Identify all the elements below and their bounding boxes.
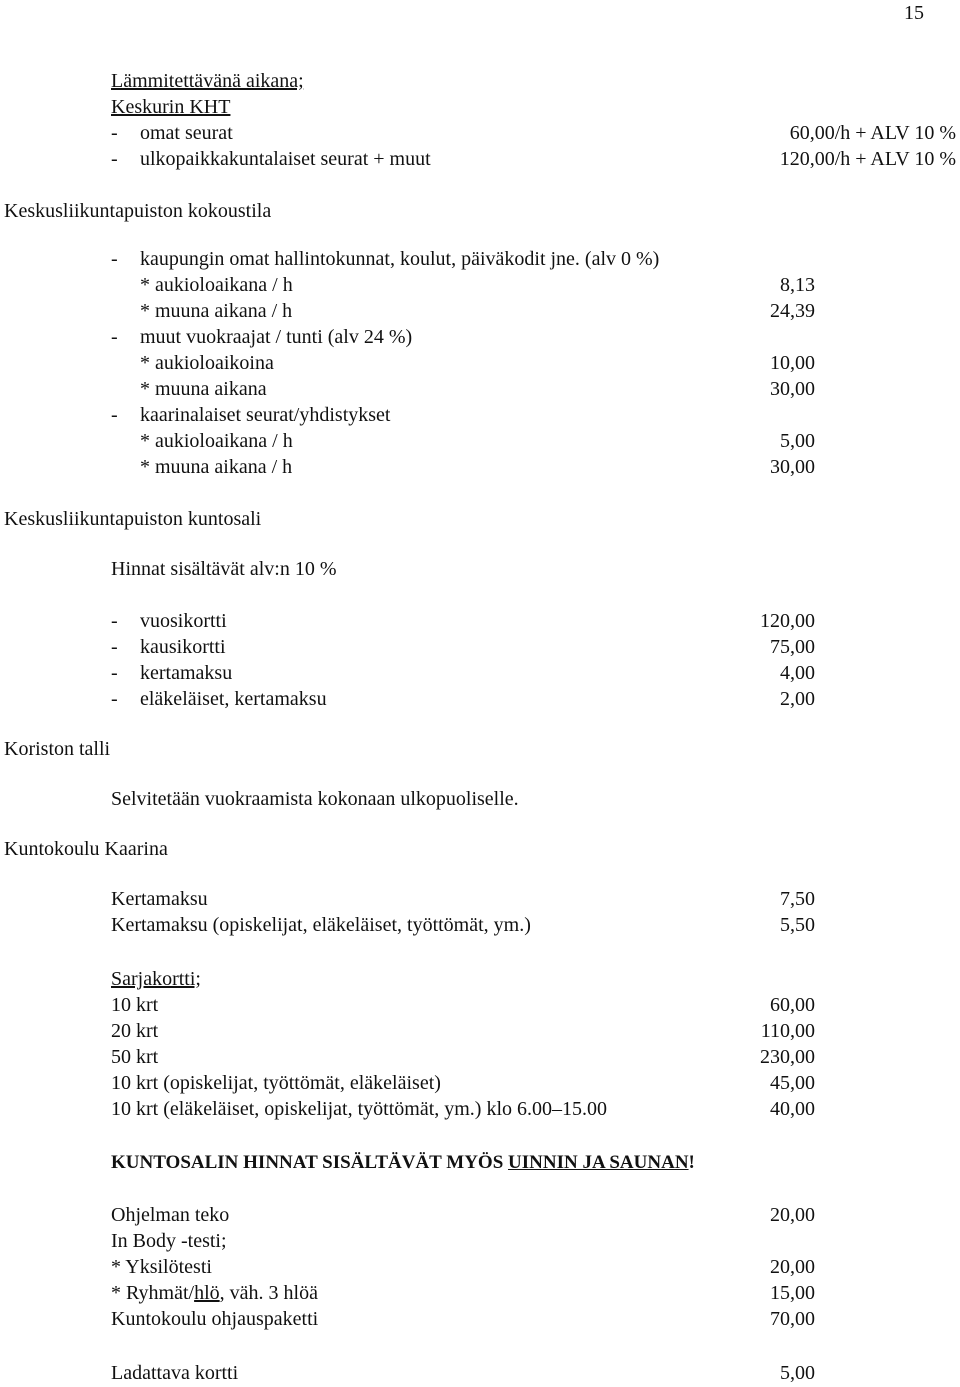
price-value: 2,00 <box>780 688 815 710</box>
price-label: * muuna aikana / h <box>140 300 293 322</box>
heating-heading: Lämmitettävänä aikana; <box>111 70 304 92</box>
price-label: * muuna aikana <box>140 378 267 400</box>
price-label: 50 krt <box>111 1046 159 1068</box>
price-label: vuosikortti <box>140 610 227 632</box>
list-dash: - <box>111 148 118 170</box>
price-value: 75,00 <box>770 636 815 658</box>
label-part: , väh. 3 hlöä <box>219 1282 318 1304</box>
price-value: 24,39 <box>770 300 815 322</box>
price-value: 60,00/h + ALV 10 % <box>789 122 956 144</box>
price-label: 10 krt (eläkeläiset, opiskelijat, työttömät, ym.) klo 6.00–15.00 <box>111 1098 608 1120</box>
price-value: 120,00/h + ALV 10 % <box>779 148 956 170</box>
notice <box>111 1150 695 1176</box>
label-part: * Ryhmät/ <box>111 1282 195 1304</box>
price-label: kertamaksu <box>140 662 233 684</box>
price-value: 4,00 <box>780 662 815 684</box>
price-label: eläkeläiset, kertamaksu <box>140 688 327 710</box>
stable-note: Selvitetään vuokraamista kokonaan ulkopuoliselle. <box>111 788 519 810</box>
list-dash: - <box>111 404 118 426</box>
notice-underlined: UINNIN JA SAUNAN <box>508 1152 689 1173</box>
section-title-stable: Koriston talli <box>4 738 111 760</box>
price-value: 45,00 <box>770 1072 815 1094</box>
price-label: * Yksilötesti <box>111 1256 212 1278</box>
price-value: 20,00 <box>770 1256 815 1278</box>
price-value: 120,00 <box>760 610 815 632</box>
group-label: muut vuokraajat / tunti (alv 24 %) <box>140 326 413 348</box>
group-label: kaarinalaiset seurat/yhdistykset <box>140 404 391 426</box>
heating-subheading: Keskurin KHT <box>111 96 231 118</box>
price-value: 15,00 <box>770 1282 815 1304</box>
price-label: * aukioloaikana / h <box>140 274 293 296</box>
list-dash: - <box>111 688 118 710</box>
gym-vat-note: Hinnat sisältävät alv:n 10 % <box>111 558 337 580</box>
price-label: 10 krt (opiskelijat, työttömät, eläkeläiset) <box>111 1072 441 1094</box>
price-label: * aukioloaikoina <box>140 352 274 374</box>
list-dash: - <box>111 326 118 348</box>
price-value: 70,00 <box>770 1308 815 1330</box>
price-value: 8,13 <box>780 274 815 296</box>
price-label: Kuntokoulu ohjauspaketti <box>111 1308 319 1330</box>
page-number: 15 <box>904 2 924 24</box>
price-value: 20,00 <box>770 1204 815 1226</box>
list-dash: - <box>111 248 118 270</box>
notice-suffix: ! <box>688 1152 695 1173</box>
notice-prefix: KUNTOSALIN HINNAT SISÄLTÄVÄT MYÖS <box>111 1152 509 1173</box>
price-label: ulkopaikkakuntalaiset seurat + muut <box>140 148 431 170</box>
price-value: 110,00 <box>760 1020 815 1042</box>
price-label: Kertamaksu <box>111 888 208 910</box>
price-value: 230,00 <box>760 1046 815 1068</box>
label-part-underlined: hlö <box>194 1282 220 1304</box>
section-title-school: Kuntokoulu Kaarina <box>4 838 168 860</box>
price-label <box>111 1280 318 1306</box>
price-value: 60,00 <box>770 994 815 1016</box>
list-dash: - <box>111 662 118 684</box>
price-value: 30,00 <box>770 378 815 400</box>
price-value: 30,00 <box>770 456 815 478</box>
group-label: kaupungin omat hallintokunnat, koulut, päiväkodit jne. (alv 0 %) <box>140 248 660 270</box>
section-title-meeting-room: Keskusliikuntapuiston kokoustila <box>4 200 272 222</box>
price-label: 10 krt <box>111 994 159 1016</box>
price-label: * aukioloaikana / h <box>140 430 293 452</box>
price-value: 40,00 <box>770 1098 815 1120</box>
price-label: * muuna aikana / h <box>140 456 293 478</box>
price-value: 5,00 <box>780 1362 815 1384</box>
list-dash: - <box>111 122 118 144</box>
price-label: omat seurat <box>140 122 233 144</box>
section-title-gym: Keskusliikuntapuiston kuntosali <box>4 508 262 530</box>
price-label: 20 krt <box>111 1020 159 1042</box>
series-heading: Sarjakortti; <box>111 968 201 990</box>
price-label: Ohjelman teko <box>111 1204 230 1226</box>
price-value: 10,00 <box>770 352 815 374</box>
price-label: In Body -testi; <box>111 1230 227 1252</box>
price-value: 7,50 <box>780 888 815 910</box>
price-value: 5,50 <box>780 914 815 936</box>
price-value: 5,00 <box>780 430 815 452</box>
price-label: kausikortti <box>140 636 226 658</box>
price-label: Ladattava kortti <box>111 1362 239 1384</box>
price-label: Kertamaksu (opiskelijat, eläkeläiset, työttömät, ym.) <box>111 914 531 936</box>
list-dash: - <box>111 610 118 632</box>
list-dash: - <box>111 636 118 658</box>
